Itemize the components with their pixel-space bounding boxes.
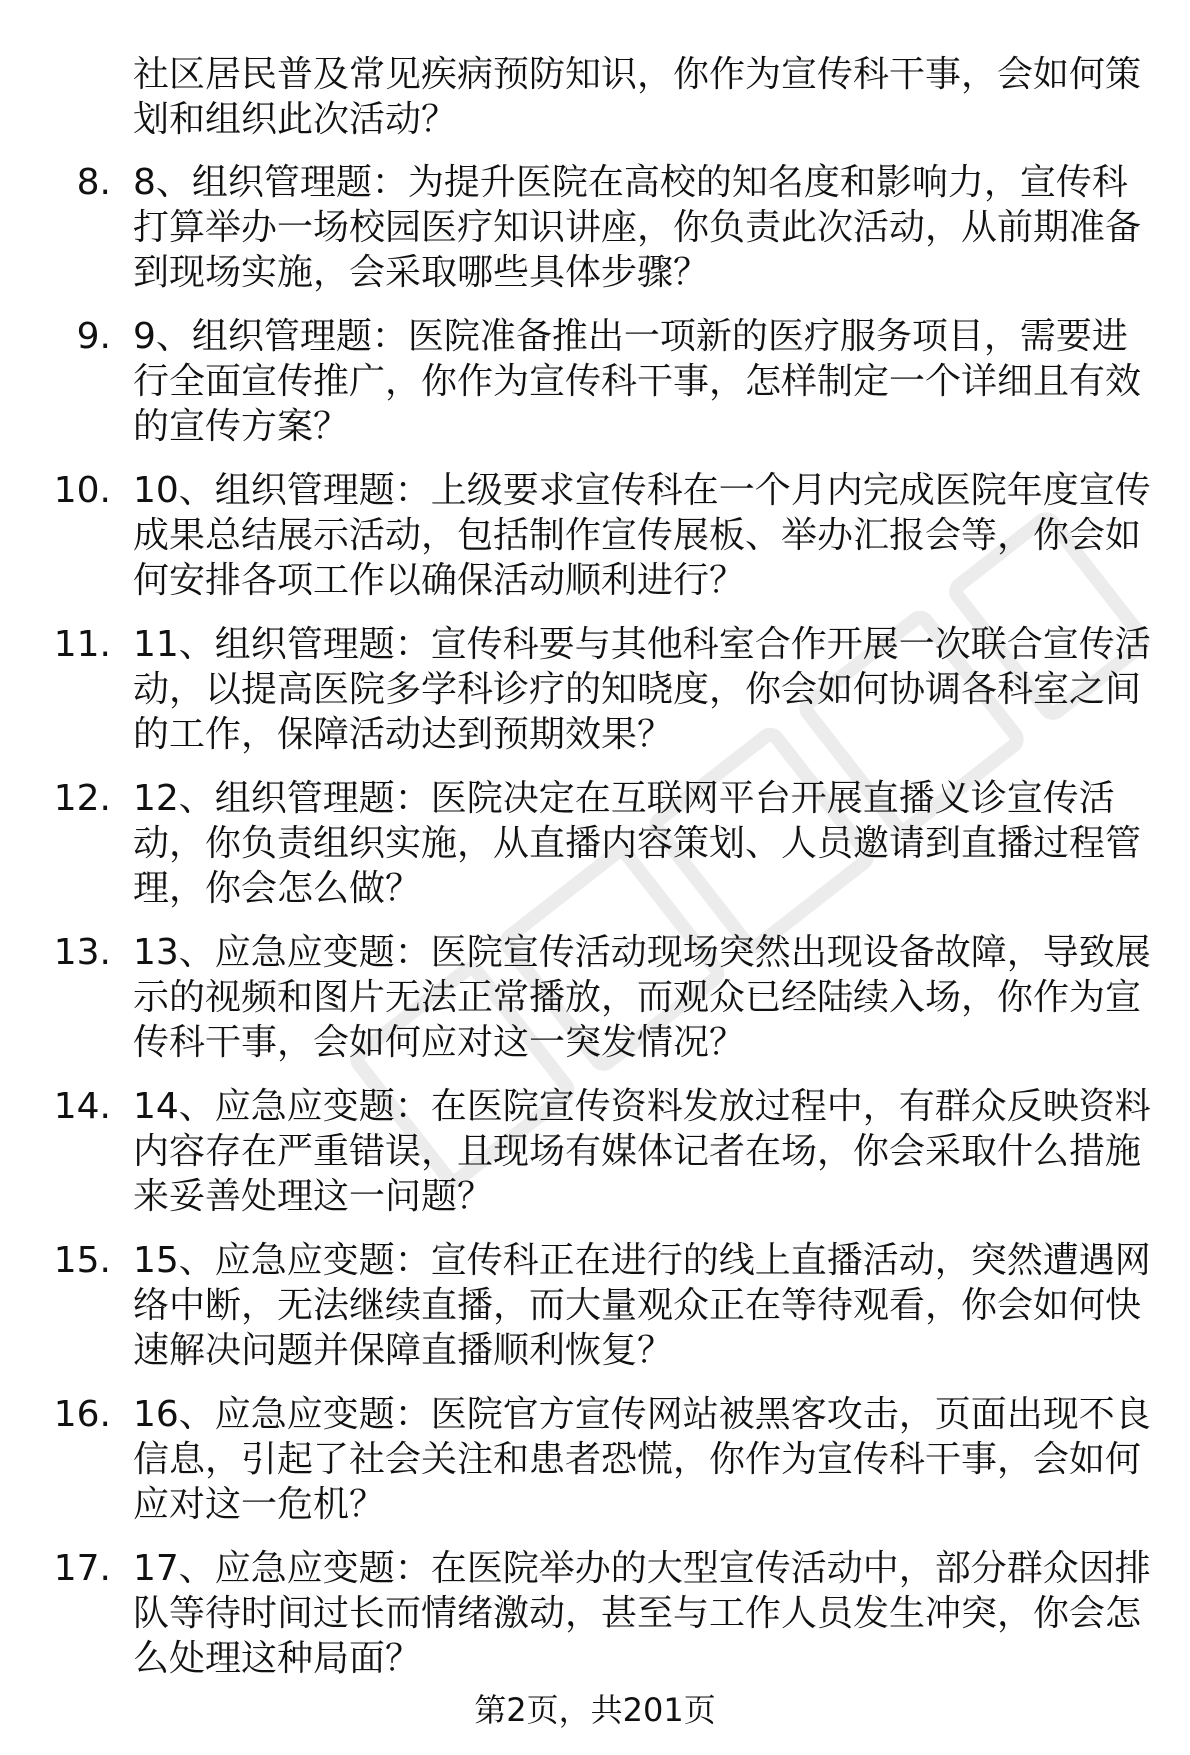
question-list — [0, 160, 1190, 1700]
question-text: 15、应急应变题：宣传科正在进行的线上直播活动，突然遭遇网络中断，无法继续直播，而大量观众正在等待观看，你会如何快速解决问题并保障直播顺利恢复？ — [133, 1240, 1151, 1371]
question-number: 16. — [53, 1394, 111, 1435]
question-text: 10、组织管理题：上级要求宣传科在一个月内完成医院年度宣传成果总结展示活动，包括制作宣传展板、举办汇报会等，你会如何安排各项工作以确保活动顺利进行？ — [133, 470, 1151, 601]
question-number: 11. — [53, 624, 111, 665]
question-text: 9、组织管理题：医院准备推出一项新的医疗服务项目，需要进行全面宣传推广，你作为宣传科干事，怎样制定一个详细且有效的宣传方案？ — [133, 316, 1142, 447]
question-text: 12、组织管理题：医院决定在互联网平台开展直播义诊宣传活动，你负责组织实施，从直播内容策划、人员邀请到直播过程管理，你会怎么做？ — [133, 778, 1142, 909]
question-text: 13、应急应变题：医院宣传活动现场突然出现设备故障，导致展示的视频和图片无法正常播放，而观众已经陆续入场，你作为宣传科干事，会如何应对这一突发情况？ — [133, 932, 1151, 1063]
list-item — [0, 160, 1153, 295]
question-number: 17. — [53, 1548, 111, 1589]
question-text: 14、应急应变题：在医院宣传资料发放过程中，有群众反映资料内容存在严重错误，且现场有媒体记者在场，你会采取什么措施来妥善处理这一问题？ — [133, 1086, 1151, 1217]
question-text: 17、应急应变题：在医院举办的大型宣传活动中，部分群众因排队等待时间过长而情绪激动，甚至与工作人员发生冲突，你会怎么处理这种局面？ — [133, 1548, 1151, 1679]
continuation-paragraph: 社区居民普及常见疾病预防知识，你作为宣传科干事，会如何策划和组织此次活动？ — [133, 54, 1142, 140]
list-item — [0, 1084, 1153, 1219]
list-item — [0, 1546, 1153, 1681]
list-item — [0, 622, 1153, 757]
list-item — [0, 776, 1153, 911]
question-number: 15. — [53, 1240, 111, 1281]
list-item — [0, 1392, 1153, 1527]
question-number: 9. — [76, 316, 111, 357]
list-item — [0, 930, 1153, 1065]
question-number: 14. — [53, 1086, 111, 1127]
question-number: 12. — [53, 778, 111, 819]
list-item — [0, 468, 1153, 603]
page-footer: 第2页，共201页 — [474, 1691, 716, 1729]
question-text: 11、组织管理题：宣传科要与其他科室合作开展一次联合宣传活动，以提高医院多学科诊疗的知晓度，你会如何协调各科室之间的工作，保障活动达到预期效果？ — [133, 624, 1151, 755]
question-number: 10. — [53, 470, 111, 511]
question-number: 13. — [53, 932, 111, 973]
list-item — [0, 1238, 1153, 1373]
question-text: 16、应急应变题：医院官方宣传网站被黑客攻击，页面出现不良信息，引起了社会关注和患者恐慌，你作为宣传科干事，会如何应对这一危机？ — [133, 1394, 1151, 1525]
question-number: 8. — [76, 162, 111, 203]
list-item — [0, 314, 1153, 449]
question-text: 8、组织管理题：为提升医院在高校的知名度和影响力，宣传科打算举办一场校园医疗知识讲座，你负责此次活动，从前期准备到现场实施，会采取哪些具体步骤？ — [133, 162, 1142, 293]
